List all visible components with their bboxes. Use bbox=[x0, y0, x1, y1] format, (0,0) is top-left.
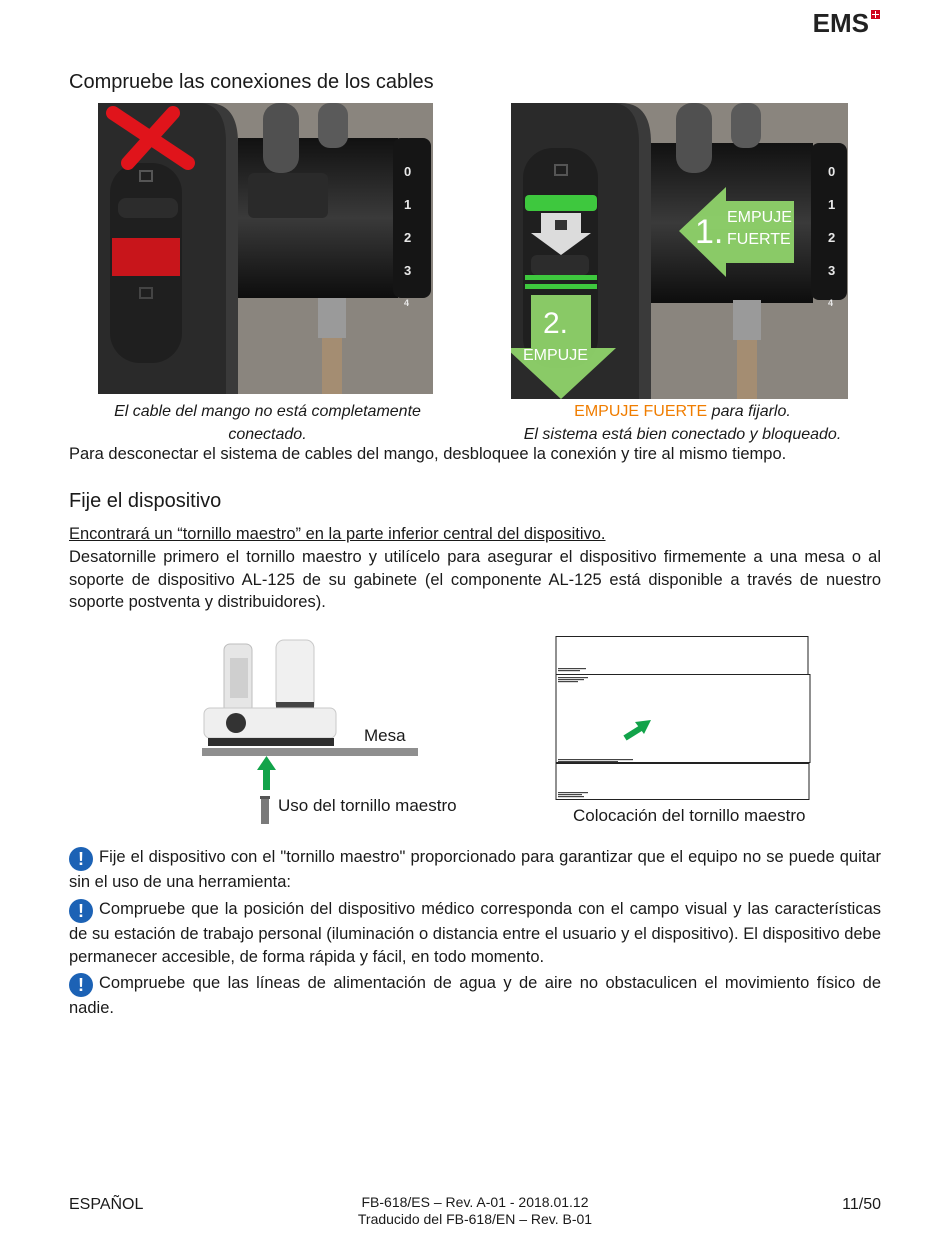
figure-master-screw-use bbox=[200, 636, 490, 831]
caption-connected-line2: El sistema está bien conectado y bloqueado. bbox=[523, 426, 842, 443]
caption-connected bbox=[480, 400, 885, 446]
arrow1-label bbox=[727, 207, 792, 251]
push-hard-highlight: EMPUJE FUERTE bbox=[574, 403, 708, 420]
info-icon: ! bbox=[69, 973, 93, 997]
dial-number: 1 bbox=[828, 197, 836, 212]
arrow2-label: EMPUJE bbox=[523, 347, 588, 364]
master-screw-placement-diagram bbox=[555, 636, 815, 806]
note-text: Compruebe que la posición del dispositivo médico corresponda con el campo visual y las características de su estación de trabajo personal (iluminación o distancia entre el usuario y el dispositivo). El dispositivo debe permanecer accesible, de forma rápida y fácil, en todo momento. bbox=[69, 900, 881, 966]
caption-master-screw-use: Uso del tornillo maestro bbox=[278, 796, 457, 815]
dial-number: 0 bbox=[404, 164, 412, 179]
dial-number: 1 bbox=[404, 197, 412, 212]
dial-number: 3 bbox=[404, 263, 412, 278]
note-text: Compruebe que las líneas de alimentación de agua y de aire no obstaculicen el movimiento físico de nadie. bbox=[69, 974, 881, 1017]
dial-number: 0 bbox=[828, 164, 836, 179]
dial-number: 3 bbox=[828, 263, 836, 278]
disconnect-note: Para desconectar el sistema de cables del mango, desbloquee la conexión y tire al mismo tiempo. bbox=[69, 445, 787, 463]
footer-doc-line2: Traducido del FB-618/EN – Rev. B-01 bbox=[357, 1211, 593, 1227]
handpiece-not-connected-illustration bbox=[98, 103, 433, 394]
fix-device-paragraph: Desatornille primero el tornillo maestro y utilícelo para asegurar el dispositivo firmemente a una mesa o al soporte de dispositivo AL-125 de su gabinete (el componente AL-125 está disponible a través de nuestro soporte postventa y distribuidores). bbox=[69, 548, 881, 611]
caption-master-screw-placement: Colocación del tornillo maestro bbox=[573, 806, 806, 825]
swiss-cross-icon bbox=[871, 10, 880, 19]
dial-number: 2 bbox=[828, 230, 836, 245]
photo-cable-not-connected bbox=[98, 103, 433, 394]
arrow1-label-line1: EMPUJE bbox=[727, 209, 792, 226]
photo-cable-connected bbox=[511, 103, 848, 399]
note-text: Fije el dispositivo con el "tornillo maestro" proporcionado para garantizar que el equipo no se puede quitar sin el uso de una herramienta: bbox=[69, 848, 881, 891]
ems-logo bbox=[813, 8, 880, 39]
dial-numbers bbox=[828, 155, 835, 320]
master-screw-location: Encontrará un “tornillo maestro” en la parte inferior central del dispositivo. bbox=[69, 525, 606, 543]
caption-not-connected-line2: conectado. bbox=[228, 426, 307, 443]
table-label: Mesa bbox=[364, 726, 406, 745]
footer-doc-info bbox=[300, 1194, 650, 1228]
caption-connected-rest: para fijarlo. bbox=[707, 403, 791, 420]
dial-number: 4 bbox=[404, 298, 410, 308]
arrow1-label-line2: FUERTE bbox=[727, 231, 791, 248]
logo-text: EMS bbox=[812, 8, 869, 38]
arrow1-number: 1. bbox=[695, 213, 724, 251]
dial-numbers bbox=[404, 155, 411, 320]
footer-language: ESPAÑOL bbox=[69, 1196, 144, 1213]
arrow2-number: 2. bbox=[543, 307, 569, 340]
caption-connected-line1 bbox=[480, 400, 885, 423]
footer-doc-line1: FB-618/ES – Rev. A-01 - 2018.01.12 bbox=[361, 1194, 589, 1210]
note-supply-lines bbox=[69, 972, 881, 1020]
note-position-check bbox=[69, 898, 881, 968]
footer-page-number: 11/50 bbox=[842, 1196, 881, 1213]
section-title-fix-device: Fije el dispositivo bbox=[69, 490, 222, 512]
dial-number: 2 bbox=[404, 230, 412, 245]
dial-number: 4 bbox=[828, 298, 834, 308]
info-icon: ! bbox=[69, 847, 93, 871]
caption-not-connected bbox=[70, 400, 465, 446]
figure-master-screw-placement bbox=[555, 636, 815, 831]
caption-not-connected-line1: El cable del mango no está completamente bbox=[114, 403, 421, 420]
info-icon: ! bbox=[69, 899, 93, 923]
section-title-cables: Compruebe las conexiones de los cables bbox=[69, 71, 434, 93]
note-fix-with-screw bbox=[69, 846, 881, 894]
